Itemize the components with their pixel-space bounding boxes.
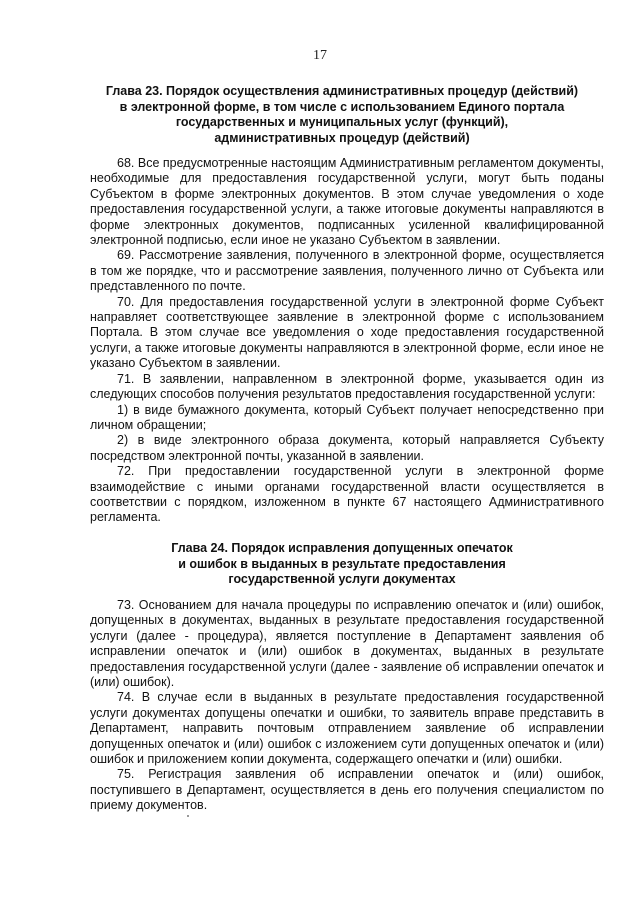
chapter-23-heading <box>92 84 592 146</box>
chapter-23-heading-line: Глава 23. Порядок осуществления административных процедур (действий) <box>105 84 579 98</box>
list-item-1: 1) в виде бумажного документа, который Субъект получает непосредственно при личном обращении; <box>90 402 604 432</box>
page-number: 17 <box>313 48 327 63</box>
chapter-24-heading-line: и ошибок в выданных в результате предоставления <box>178 556 506 571</box>
paragraph-71: 71. В заявлении, направленном в электронной форме, указывается один из следующих способов получения результатов предоставления государственной услуги: <box>90 371 604 402</box>
paragraph-70: 70. Для предоставления государственной услуги в электронной форме Субъект направляет соответствующее заявление в электронной форме с использованием Портала. В этом случае все уведомления о ходе предоставления государственной услуги, а также итоговые документы направляются в электронной форме, если иное не указано Субъектом в заявлении. <box>90 294 604 371</box>
chapter-24-body <box>90 598 604 814</box>
paragraph-69: 69. Рассмотрение заявления, полученного в электронной форме, осуществляется в том же порядке, что и рассмотрение заявления, полученного лично от Субъекта или представленного по почте. <box>90 248 604 294</box>
chapter-23-heading-line: административных процедур (действий) <box>214 130 470 145</box>
list-item-2: 2) в виде электронного образа документа, который направляется Субъекту посредством электронной почты, указанной в заявлении. <box>90 433 604 463</box>
paragraph-68: 68. Все предусмотренные настоящим Административным регламентом документы, необходимые для предоставления государственной услуги, могут быть поданы Субъектом в форме электронных документов. В этом случае уведомления о ходе предоставления государственной услуги, а также итоговые документы направляются в форме электронных документов, подписанных усиленной квалифицированной электронной подписью, если иное не указано Субъектом в заявлении. <box>90 156 604 248</box>
chapter-23-body <box>90 156 604 526</box>
chapter-23-heading-line: государственных и муниципальных услуг (функций), <box>175 115 509 129</box>
paragraph-73: 73. Основанием для начала процедуры по исправлению опечаток и (или) ошибок, допущенных в документах, выданных в результате предоставления государственной услуги (далее - процедура), является поступление в Департамент заявления об исправлении опечаток и (или) ошибок в документах, выданных в результате предоставления государственной услуги (далее - заявление об исправлении опечаток и (или) ошибок). <box>90 598 604 690</box>
paragraph-75: 75. Регистрация заявления об исправлении опечаток и (или) ошибок, поступившего в Департамент, осуществляется в день его получения специалистом по приему документов. <box>90 767 604 813</box>
paragraph-72: 72. При предоставлении государственной услуги в электронной форме взаимодействие с иными органами государственной власти осуществляется в соответствии с порядком, изложенном в пункте 67 настоящего Административного регламента. <box>90 464 604 525</box>
chapter-24-heading-line: государственной услуги документах <box>228 572 456 586</box>
chapter-24-heading-line: Глава 24. Порядок исправления допущенных опечаток <box>171 541 513 555</box>
scan-speck <box>187 815 189 817</box>
chapter-24-heading <box>92 541 592 588</box>
chapter-23-heading-line: в электронной форме, в том числе с использованием Единого портала <box>119 99 565 114</box>
paragraph-74: 74. В случае если в выданных в результате предоставления государственной услуги документах допущены опечатки и ошибки, то заявитель вправе представить в Департамент, направить почтовым отправлением заявление об исправлении допущенных опечаток и (или) ошибок с изложением сути допущенных опечаток и (или) ошибок и приложением копии документа, содержащего опечатки и (или) ошибки. <box>90 690 604 767</box>
